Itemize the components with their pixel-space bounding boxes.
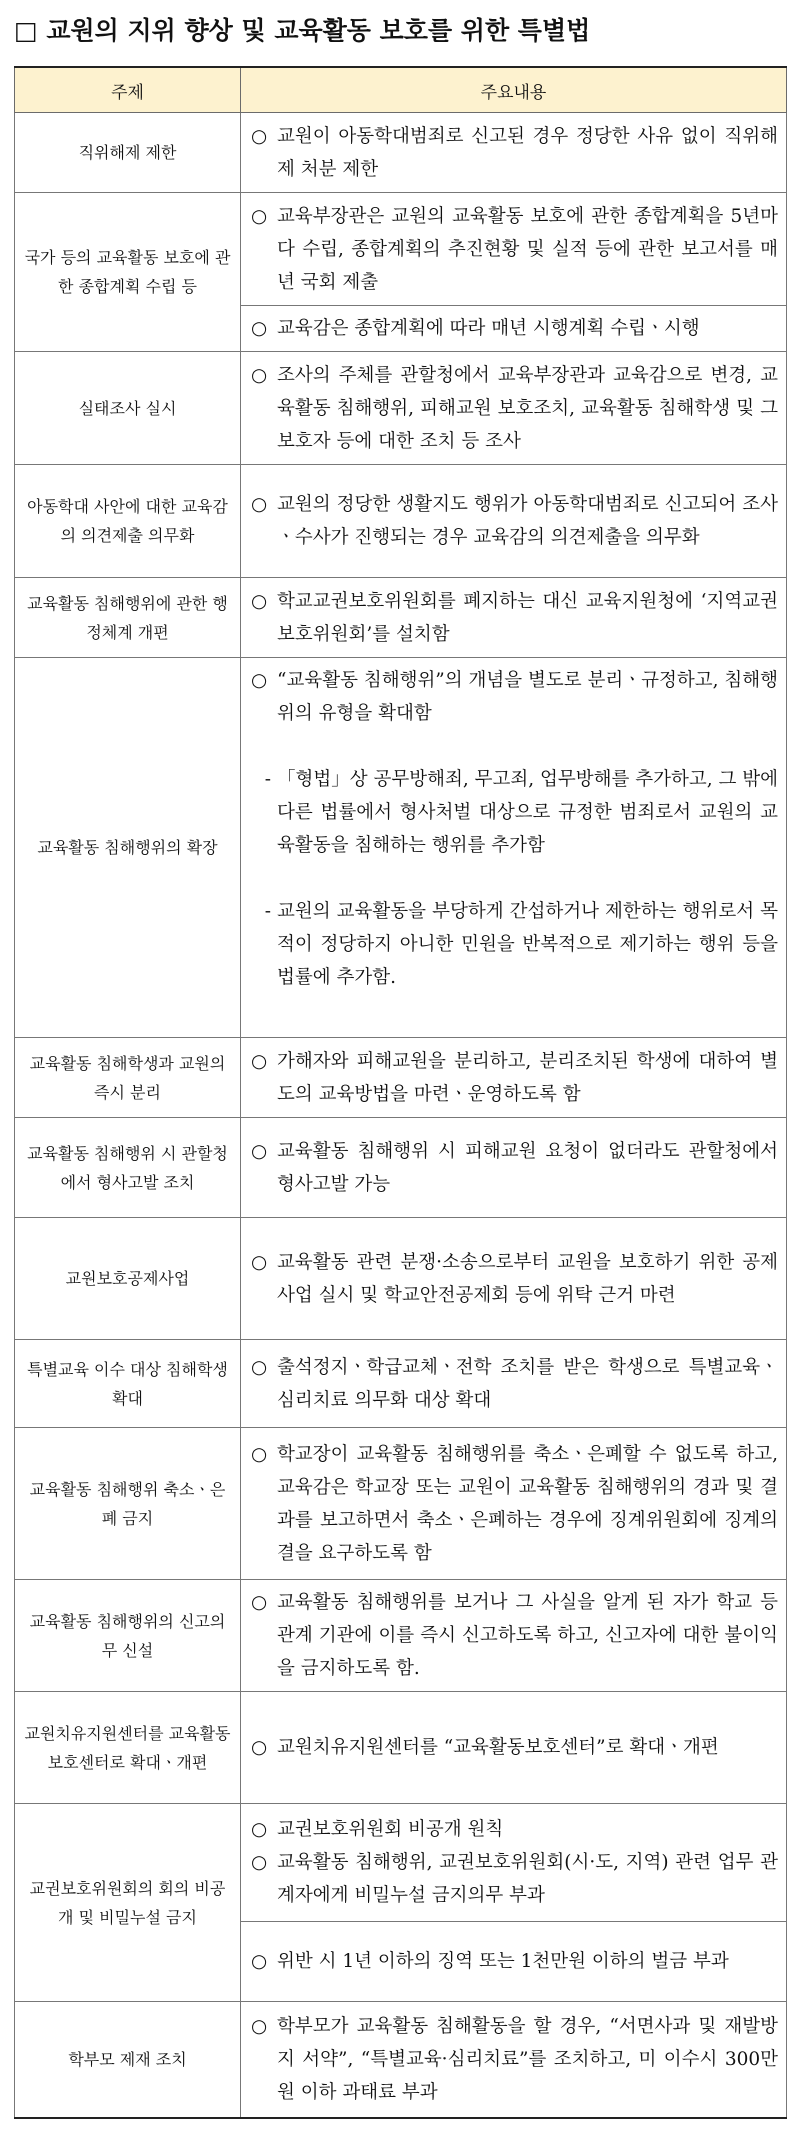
- bullet-marker: ○: [251, 205, 268, 227]
- list-item: ○ 위반 시 1년 이하의 징역 또는 1천만원 이하의 벌금 부과: [251, 1945, 778, 1978]
- page-title: □ 교원의 지위 향상 및 교육활동 보호를 위한 특별법: [14, 16, 591, 45]
- list-item: ○ 교육활동 침해행위를 보거나 그 사실을 알게 된 자가 학교 등 관계 기관에 이를 즉시 신고하도록 하고, 신고자에 대한 불이익을 금지하도록 함.: [251, 1586, 778, 1685]
- bullet-marker: ○: [251, 494, 268, 515]
- table-row: [15, 352, 787, 465]
- list-item: ○ 교육활동 침해행위, 교권보호위원회(시·도, 지역) 관련 업무 관계자에게 비밀누설 금지의무 부과: [251, 1846, 778, 1912]
- row-topic: 실태조사 실시: [15, 352, 241, 465]
- list-item: ○ 조사의 주체를 관할청에서 교육부장관과 교육감으로 변경, 교육활동 침해행위, 피해교원 보호조치, 교육활동 침해학생 및 그 보호자 등에 대한 조치 등 조사: [251, 359, 778, 458]
- row-content: [241, 306, 787, 352]
- row-topic: 교육활동 침해학생과 교원의 즉시 분리: [15, 1038, 241, 1118]
- bullet-marker: ○: [251, 590, 268, 612]
- row-content: [241, 1340, 787, 1428]
- row-topic: 교육활동 침해행위의 확장: [15, 658, 241, 1038]
- row-content: [241, 1038, 787, 1118]
- list-item: ○ 교육감은 종합계획에 따라 매년 시행계획 수립ㆍ시행: [251, 312, 778, 345]
- list-item: ○ 학교장이 교육활동 침해행위를 축소ㆍ은폐할 수 없도록 하고, 교육감은 학교장 또는 교원이 교육활동 침해행위의 경과 및 결과를 보고하면서 축소ㆍ은폐하는 경우에 징계위원회에 징계의결을 요구하도록 함: [251, 1438, 778, 1570]
- row-content: [241, 1218, 787, 1340]
- table-row: [15, 2002, 787, 2118]
- bullet-marker: ○: [251, 364, 268, 386]
- list-item: ○ 학부모가 교육활동 침해활동을 할 경우, “서면사과 및 재발방지 서약”, “특별교육·심리치료”를 조치하고, 미 이수시 300만 원 이하 과태료 부과: [251, 2010, 778, 2109]
- table-row: [15, 113, 787, 193]
- bullet-marker: ○: [251, 1140, 268, 1162]
- row-topic: 교육활동 침해행위의 신고의무 신설: [15, 1580, 241, 1692]
- table-row: [15, 465, 787, 578]
- row-topic: 교원치유지원센터를 교육활동보호센터로 확대ㆍ개편: [15, 1692, 241, 1804]
- list-item: ○ 교육부장관은 교원의 교육활동 보호에 관한 종합계획을 5년마다 수립, 종합계획의 추진현황 및 실적 등에 관한 보고서를 매년 국회 제출: [251, 200, 778, 299]
- table-header-row: [15, 67, 787, 113]
- row-topic: 교권보호위원회의 회의 비공개 및 비밀누설 금지: [15, 1804, 241, 2002]
- header-content: 주요내용: [241, 67, 787, 113]
- row-content: [241, 658, 787, 1038]
- row-content: [241, 113, 787, 193]
- bullet-marker: ○: [251, 1443, 268, 1465]
- bullet-marker: ○: [251, 1251, 268, 1273]
- bullet-marker: ○: [251, 2015, 268, 2037]
- row-topic: 학부모 제재 조치: [15, 2002, 241, 2118]
- row-content: [241, 1428, 787, 1580]
- table-row: [15, 1692, 787, 1804]
- list-item: ○ “교육활동 침해행위”의 개념을 별도로 분리ㆍ규정하고, 침해행위의 유형을 확대함: [251, 664, 778, 730]
- list-item: ○ 교원의 정당한 생활지도 행위가 아동학대범죄로 신고되어 조사ㆍ수사가 진행되는 경우 교육감의 의견제출을 의무화: [251, 488, 778, 554]
- row-content: [241, 352, 787, 465]
- dash-marker: -: [264, 901, 271, 922]
- row-content: [241, 578, 787, 658]
- row-content: [241, 1922, 787, 2002]
- list-item: ○ 교원이 아동학대범죄로 신고된 경우 정당한 사유 없이 직위해제 처분 제한: [251, 120, 778, 186]
- row-topic: 교육활동 침해행위 시 관할청에서 형사고발 조치: [15, 1118, 241, 1218]
- bullet-marker: ○: [251, 1356, 268, 1378]
- sub-item: - 「형법」상 공무방해죄, 무고죄, 업무방해를 추가하고, 그 밖에 다른 법률에서 형사처벌 대상으로 규정한 범죄로서 교원의 교육활동을 침해하는 행위를 추가함: [251, 763, 778, 862]
- bullet-marker: ○: [251, 1951, 268, 1972]
- table-row: [15, 1038, 787, 1118]
- table-row: [15, 658, 787, 1038]
- list-item: ○ 교육활동 관련 분쟁·소송으로부터 교원을 보호하기 위한 공제사업 실시 및 학교안전공제회 등에 위탁 근거 마련: [251, 1246, 778, 1312]
- row-content: [241, 1580, 787, 1692]
- list-item: ○ 교육활동 침해행위 시 피해교원 요청이 없더라도 관할청에서 형사고발 가능: [251, 1135, 778, 1201]
- table-row: [15, 1118, 787, 1218]
- sub-item: - 교원의 교육활동을 부당하게 간섭하거나 제한하는 행위로서 목적이 정당하지 아니한 민원을 반복적으로 제기하는 행위 등을 법률에 추가함.: [251, 895, 778, 994]
- row-content: [241, 1804, 787, 1922]
- law-summary-table: [14, 66, 787, 2119]
- dash-marker: -: [264, 769, 271, 790]
- list-item: ○ 교원치유지원센터를 “교육활동보호센터”로 확대ㆍ개편: [251, 1731, 778, 1764]
- row-topic: 교원보호공제사업: [15, 1218, 241, 1340]
- row-content: [241, 193, 787, 306]
- row-content: [241, 1692, 787, 1804]
- row-content: [241, 2002, 787, 2118]
- row-topic: 아동학대 사안에 대한 교육감의 의견제출 의무화: [15, 465, 241, 578]
- row-topic: 교육활동 침해행위에 관한 행정체계 개편: [15, 578, 241, 658]
- table-row: [15, 193, 787, 306]
- list-item: ○ 학교교권보호위원회를 폐지하는 대신 교육지원청에 ‘지역교권보호위원회’를 설치함: [251, 585, 778, 651]
- list-item: ○ 교권보호위원회 비공개 원칙: [251, 1813, 778, 1846]
- list-item: ○ 출석정지ㆍ학급교체ㆍ전학 조치를 받은 학생으로 특별교육ㆍ심리치료 의무화 대상 확대: [251, 1351, 778, 1417]
- table-row: [15, 1580, 787, 1692]
- bullet-marker: ○: [251, 1592, 268, 1613]
- bullet-marker: ○: [251, 1852, 268, 1873]
- row-topic: 국가 등의 교육활동 보호에 관한 종합계획 수립 등: [15, 193, 241, 352]
- table-row: [15, 1340, 787, 1428]
- table-row: [15, 1218, 787, 1340]
- bullet-marker: ○: [251, 125, 268, 147]
- table-row: [15, 1804, 787, 1922]
- bullet-marker: ○: [251, 670, 268, 691]
- row-topic: 교육활동 침해행위 축소ㆍ은폐 금지: [15, 1428, 241, 1580]
- table-row: [15, 1428, 787, 1580]
- row-topic: 특별교육 이수 대상 침해학생 확대: [15, 1340, 241, 1428]
- list-item: ○ 가해자와 피해교원을 분리하고, 분리조치된 학생에 대하여 별도의 교육방법을 마련ㆍ운영하도록 함: [251, 1045, 778, 1111]
- row-content: [241, 1118, 787, 1218]
- row-content: [241, 465, 787, 578]
- bullet-marker: ○: [251, 1819, 268, 1840]
- bullet-marker: ○: [251, 1737, 268, 1758]
- table-row: [15, 578, 787, 658]
- header-topic: 주제: [15, 67, 241, 113]
- row-topic: 직위해제 제한: [15, 113, 241, 193]
- bullet-marker: ○: [251, 1050, 268, 1072]
- bullet-marker: ○: [251, 318, 268, 339]
